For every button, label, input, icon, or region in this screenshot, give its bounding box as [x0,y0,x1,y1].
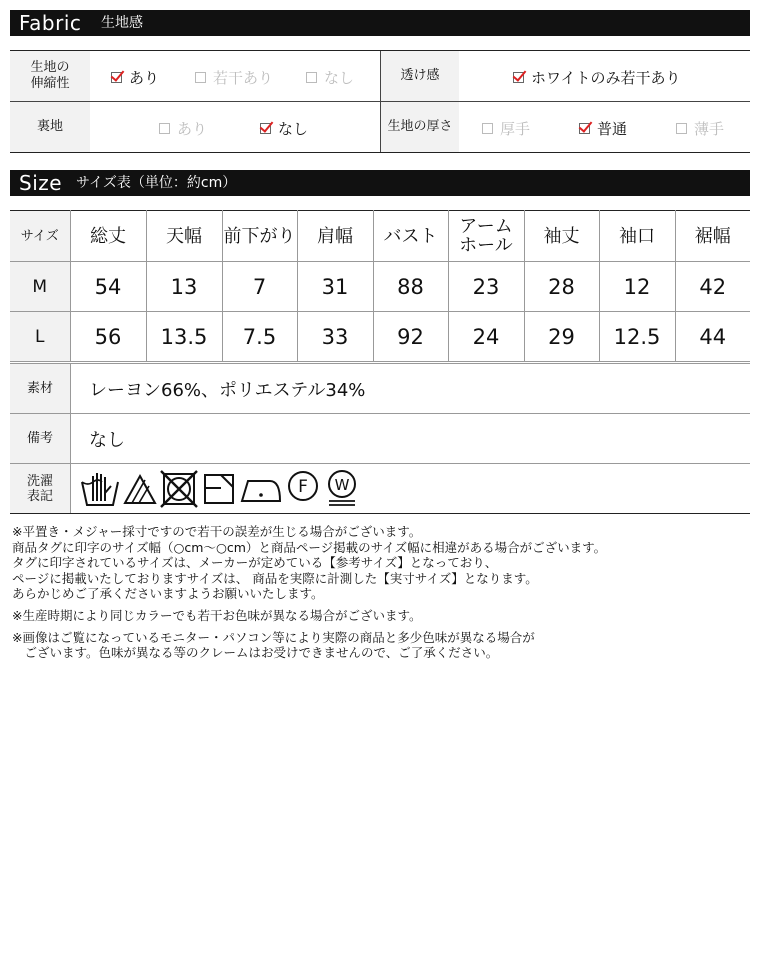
note-line: ※平置き・メジャー採寸ですので若干の誤差が生じる場合がございます。 [12,524,422,539]
checkbox-checked-icon [111,72,122,83]
hand-wash-icon [80,468,120,508]
iron-low-icon [240,468,282,508]
lining-option-yes: あり [159,118,207,139]
note-line: ございます。色味が異なる等のクレームはお受けできませんので、ご了承ください。 [12,645,499,661]
thickness-option-normal: 普通 [579,118,627,139]
header-bust: バスト [373,211,448,262]
table-cell: 12 [599,262,675,312]
checkbox-empty-icon [306,72,317,83]
dry-clean-letter: F [298,477,308,497]
fabric-title-en: Fabric [19,11,82,35]
size-title-jp: サイズ表（単位：約cm） [76,175,237,191]
header-hem-width: 裾幅 [675,211,750,262]
checkbox-checked-icon [579,123,590,134]
remarks-label: 備考 [10,414,71,463]
checkbox-empty-icon [159,123,170,134]
size-table-header-row [10,211,750,262]
table-cell: 13.5 [146,312,222,362]
checkbox-empty-icon [195,72,206,83]
table-cell: 56 [70,312,146,362]
table-cell: 7 [222,262,297,312]
care-label: 洗濯 表記 [10,464,71,513]
size-section-header [10,170,750,196]
stretch-option-yes: あり [111,67,159,88]
header-size: サイズ [10,211,70,262]
table-cell: 28 [524,262,599,312]
fabric-section-header [10,10,750,36]
material-label: 素材 [10,364,71,413]
header-total-length: 総丈 [70,211,146,262]
no-tumble-dry-icon [160,468,198,508]
table-cell: 33 [297,312,373,362]
stretch-label: 生地の 伸縮性 [10,51,90,101]
care-icons [80,468,363,508]
info-table [10,361,750,514]
remarks-value: なし [89,429,125,451]
thickness-label: 生地の厚さ [381,102,459,152]
table-cell: 42 [675,262,750,312]
size-label: L [10,312,70,362]
note-line: ※画像はご覧になっているモニター・パソコン等により実際の商品と多少色味が異なる場合が [12,629,535,645]
table-row [10,262,750,312]
thickness-option-thin: 薄手 [676,118,724,139]
header-neck-width: 天幅 [146,211,222,262]
checkbox-empty-icon [482,123,493,134]
table-cell: 31 [297,262,373,312]
note-line: タグに印字されているサイズは、メーカーが定めている【参考サイズ】となっており、 [12,555,498,571]
checkbox-empty-icon [676,123,687,134]
table-cell: 12.5 [599,312,675,362]
table-cell: 24 [448,312,524,362]
size-title-en: Size [19,171,63,195]
table-cell: 29 [524,312,599,362]
table-cell: 13 [146,262,222,312]
no-bleach-icon [123,468,157,508]
material-row [10,364,750,414]
header-shoulder-width: 肩幅 [297,211,373,262]
lining-label: 裏地 [10,102,90,152]
wet-clean-w-icon [324,468,360,508]
sheer-label: 透け感 [381,51,459,101]
care-row [10,464,750,514]
table-cell: 88 [373,262,448,312]
material-value: レーヨン66%、ポリエステル34% [89,379,366,401]
note-line: あらかじめご了承くださいますようお願いいたします。 [12,586,324,602]
checkbox-checked-icon [513,72,524,83]
note-line: 商品タグに印字のサイズ幅（○cm～○cm）と商品ページ掲載のサイズ幅に相違がある場合がございます。 [12,539,607,555]
table-cell: 44 [675,312,750,362]
stretch-option-none: なし [306,67,354,88]
note-line: ※生産時期により同じカラーでも若干お色味が異なる場合がございます。 [12,607,422,623]
dry-clean-f-icon [285,468,321,508]
thickness-option-thick: 厚手 [482,118,530,139]
wet-clean-letter: W [334,476,350,494]
note-line: ページに掲載いたしておりますサイズは、 商品を実際に計測した【実寸サイズ】となります。 [12,570,538,586]
header-sleeve-length: 袖丈 [524,211,599,262]
size-label: M [10,262,70,312]
remarks-row [10,414,750,464]
fabric-table [10,50,750,153]
checkbox-checked-icon [260,123,271,134]
stretch-option-slight: 若干あり [195,67,273,88]
size-table [10,210,750,362]
sheer-option: ホワイトのみ若干あり [513,67,681,88]
table-row [10,312,750,362]
header-front-drop: 前下がり [222,211,297,262]
lining-option-no: なし [260,118,308,139]
fabric-title-jp: 生地感 [101,15,143,31]
header-armhole: アーム ホール [448,211,524,262]
table-cell: 7.5 [222,312,297,362]
line-dry-shade-icon [201,468,237,508]
notes [12,524,752,661]
header-cuff: 袖口 [599,211,675,262]
table-cell: 54 [70,262,146,312]
table-cell: 23 [448,262,524,312]
table-cell: 92 [373,312,448,362]
